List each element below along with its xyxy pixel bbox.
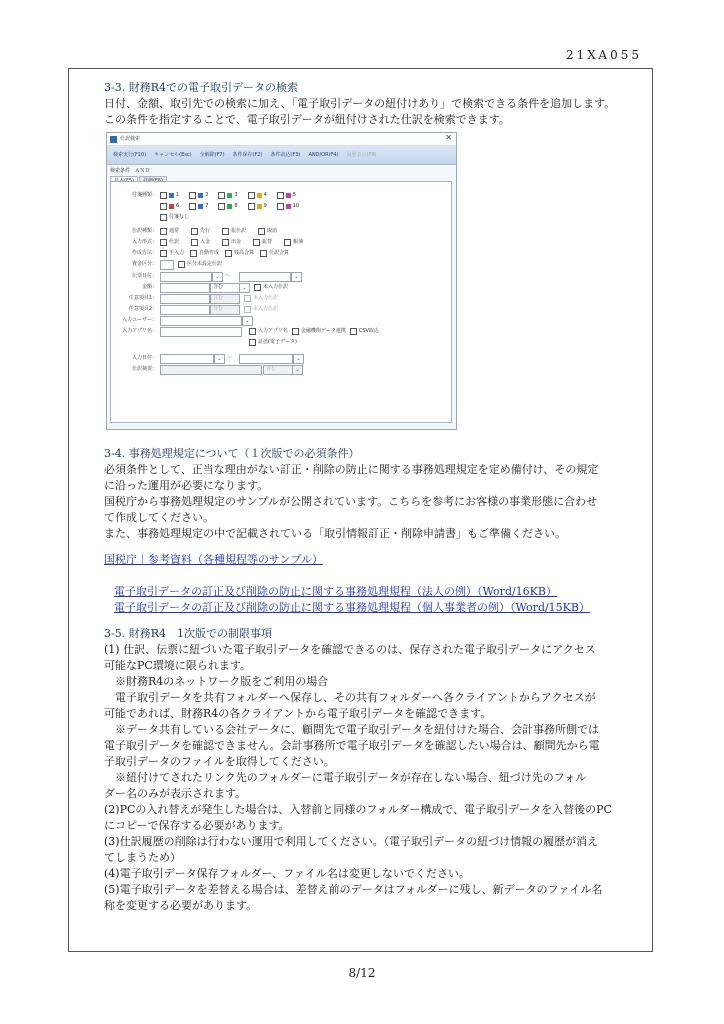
option-checkbox[interactable] xyxy=(258,228,265,235)
item1-empty-option xyxy=(241,295,278,302)
app-option-label: CSV取込 xyxy=(358,328,379,334)
summary-label: 仕訳摘要： xyxy=(131,366,157,372)
section-3-4-line: 国税庁から事務処理規定のサンプルが公開されています。こちらを参考にお客様の事業形態に合わせ xyxy=(104,495,598,508)
option-checkbox[interactable] xyxy=(191,228,198,235)
cancel-button[interactable]: キャンセル(Esc) xyxy=(154,151,192,158)
item2-match-select[interactable]: 含む xyxy=(210,305,240,315)
search-condition xyxy=(107,165,456,176)
section-3-4-heading: 3-4. 事務処理規定について（１次版での必須条件） xyxy=(104,447,360,460)
tag-number: 1 xyxy=(176,192,180,198)
create-method-label: 作成方法： xyxy=(131,250,157,256)
section-3-5-line: にコピーで保存する必要があります。 xyxy=(104,819,290,832)
tag-icon xyxy=(257,204,262,209)
nta-reference-link[interactable]: 国税庁｜参考資料（各種規程等のサンプル） xyxy=(104,553,324,566)
fund-class-input[interactable] xyxy=(160,260,174,270)
item2-empty-label: 未入力仕訳 xyxy=(253,306,279,312)
amount-label: 金額： xyxy=(141,284,157,290)
summary-match-dropdown[interactable]: ⌄ xyxy=(292,365,303,375)
item1-empty-checkbox[interactable] xyxy=(244,295,251,302)
section-3-5-line: 電子取引データを確認できません。会計事務所で電子取引データを確認したい場合は、顧問先から電 xyxy=(104,739,600,752)
document-id: 21XA055 xyxy=(566,48,642,62)
option-label: 帳簿 xyxy=(293,239,304,245)
journal-type-options xyxy=(157,228,277,235)
tag-row-1 xyxy=(157,192,296,199)
section-3-5-line: (3)仕訳履歴の削除は行わない運用で利用してください。（電子取引データの紐づけ情報の履歴が消え xyxy=(104,835,599,848)
tag-icon xyxy=(198,204,203,209)
option-label: 自動作成 xyxy=(199,250,220,256)
section-3-3-heading: 3-3. 財務R4での電子取引データの検索 xyxy=(104,81,298,94)
amount-empty-checkbox[interactable] xyxy=(254,284,261,291)
option-checkbox[interactable] xyxy=(225,250,232,257)
electronic-data-checkbox[interactable] xyxy=(249,339,256,346)
summary-match-select[interactable]: 含む xyxy=(263,365,293,375)
tag-icon xyxy=(286,204,291,209)
section-3-5-line: 称を変更する必要があります。 xyxy=(104,899,258,912)
app-icon xyxy=(110,136,117,143)
date-label: 伝票日付： xyxy=(131,273,157,279)
option-label: 取消 xyxy=(267,228,278,234)
input-date-from-dropdown[interactable]: ⌄ xyxy=(214,354,225,364)
section-3-5-line: 可能であれば、財務R4の各クライアントから電子取引データを確認できます。 xyxy=(104,707,492,720)
section-3-5-line: (1) 仕訳、伝票に紐づいた電子取引データを確認できるのは、保存された電子取引データにアクセス xyxy=(104,643,596,656)
app-option-checkbox[interactable] xyxy=(350,328,357,335)
input-app-options xyxy=(246,328,379,335)
tag-checkbox[interactable] xyxy=(248,203,255,210)
input-date-from[interactable] xyxy=(160,354,214,364)
tag-icon xyxy=(257,193,262,198)
tag-icon xyxy=(227,193,232,198)
input-date-to-dropdown[interactable]: ⌄ xyxy=(293,354,304,364)
section-3-5-line: ※紐付けてされたリンク先のフォルダーに電子取引データが存在しない場合、紐づけ先のフォル xyxy=(115,771,587,784)
search-dialog-screenshot xyxy=(106,132,457,430)
tag-number: 8 xyxy=(234,203,238,209)
tag-number: 2 xyxy=(205,192,209,198)
tag-icon xyxy=(286,193,291,198)
tag-number: 10 xyxy=(292,203,300,209)
fund-class-option-label: 区分未設定仕訳 xyxy=(187,261,223,267)
condition-label: 検索条件 xyxy=(110,168,131,174)
journal-type-label: 仕訳種類： xyxy=(131,228,157,234)
dialog-titlebar xyxy=(107,133,456,146)
amount-empty-option xyxy=(251,284,288,291)
tag-number: 9 xyxy=(263,203,267,209)
tag-none-row xyxy=(157,214,189,221)
input-date-to[interactable] xyxy=(239,354,293,364)
section-3-3-line: この条件を指定することで、電子取引データが紐付けされた仕訳を検索できます。 xyxy=(104,113,510,126)
input-app-label: 入力アプリ名： xyxy=(122,328,157,334)
option-checkbox[interactable] xyxy=(160,228,167,235)
option-checkbox[interactable] xyxy=(160,239,167,246)
tag-icon xyxy=(169,193,174,198)
option-label: 手入力 xyxy=(169,250,185,256)
section-3-4-line: に沿った運用が必要になります。 xyxy=(104,479,269,492)
app-option-label: 入力アプリ名 xyxy=(258,328,288,334)
summary-input[interactable] xyxy=(160,365,262,375)
item1-label: 任意項目1： xyxy=(128,295,157,301)
tag-checkbox[interactable] xyxy=(218,192,225,199)
tag-none-label: 付箋なし xyxy=(169,214,190,220)
input-form-options xyxy=(157,239,303,246)
tag-number: 7 xyxy=(205,203,209,209)
date-to-input[interactable] xyxy=(239,272,291,282)
section-3-5-line: ※財務R4のネットワーク版をご利用の場合 xyxy=(115,675,329,688)
app-option-checkbox[interactable] xyxy=(292,328,299,335)
input-user-input[interactable] xyxy=(160,316,242,326)
section-3-4-line: 必須条件として、正当な理由がない訂正・削除の防止に関する事務処理規定を定め備付け、その規定 xyxy=(104,463,599,476)
option-label: 振替 xyxy=(262,239,273,245)
option-label: 通常 xyxy=(169,228,180,234)
tag-number: 6 xyxy=(176,203,180,209)
tag-checkbox[interactable] xyxy=(277,192,284,199)
section-3-5-line: (5)電子取引データを差替える場合は、差替え前のデータはフォルダーに残し、新データのファイル名 xyxy=(104,883,603,896)
section-3-4-line: また、事務処理規定の中で記載されている「取引情報訂正・削除申請書」もご準備ください。 xyxy=(104,527,566,540)
date-from-dropdown[interactable]: ⌄ xyxy=(212,272,223,282)
item2-empty-option xyxy=(241,306,278,313)
clear-all-button[interactable]: 全解除(F7) xyxy=(199,151,225,158)
section-3-5-line: 可能なPC環境に限られます。 xyxy=(104,659,251,672)
date-from-input[interactable] xyxy=(160,272,212,282)
fund-class-option xyxy=(175,261,222,268)
option-label: 仕訳 xyxy=(169,239,180,245)
option-label: 入金 xyxy=(200,239,211,245)
section-3-5-heading: 3-5. 財務R4 1次版での制限事項 xyxy=(104,627,272,640)
section-3-5-line: (2)PCの入れ替えが発生した場合は、入替前と同様のフォルダー構成で、電子取引データを入替後のPC xyxy=(104,803,613,816)
corporate-regulation-link[interactable]: 電子取引データの訂正及び削除の防止に関する事務処理規程（法人の例）（Word/16KB） xyxy=(114,585,557,598)
dialog-toolbar xyxy=(107,146,456,165)
section-3-5-line: 子取引データのファイルを取得してください。 xyxy=(104,755,335,768)
option-label: 仕訳合算 xyxy=(269,250,290,256)
create-method-options xyxy=(157,250,289,257)
section-3-5-line: (4)電子取引データ保存フォルダー、ファイル名は変更しないでください。 xyxy=(104,867,470,880)
amount-empty-label: 未入力仕訳 xyxy=(263,284,289,290)
item1-match-select[interactable]: 含む xyxy=(210,294,240,304)
input-date-tilde: ～ xyxy=(227,355,233,361)
app-option-label: 金融機関データ連携 xyxy=(300,328,346,334)
tag-type-label: 付箋種類： xyxy=(131,192,157,198)
option-checkbox[interactable] xyxy=(222,228,229,235)
tag-number: 5 xyxy=(292,192,296,198)
individual-regulation-link[interactable]: 電子取引データの訂正及び削除の防止に関する事務処理規程（個人事業者の例）（Word/15KB） xyxy=(114,601,590,614)
option-checkbox[interactable] xyxy=(222,239,229,246)
basic-panel xyxy=(110,181,452,423)
input-date-label: 入力日付： xyxy=(131,355,157,361)
date-tilde: ～ xyxy=(225,273,231,279)
tag-none-checkbox[interactable] xyxy=(160,214,167,221)
tag-icon xyxy=(227,204,232,209)
option-checkbox[interactable] xyxy=(253,239,260,246)
electronic-data-label: 証憑(電子データ) xyxy=(258,339,297,345)
tag-checkbox[interactable] xyxy=(189,203,196,210)
input-app-input[interactable] xyxy=(160,327,242,337)
option-checkbox[interactable] xyxy=(260,250,267,257)
electronic-data-option xyxy=(246,339,297,346)
page-number: 8/12 xyxy=(348,966,376,980)
section-3-5-line: ダー名のみが表示されます。 xyxy=(104,787,247,800)
option-label: 先行 xyxy=(200,228,211,234)
input-form-label: 入力形式： xyxy=(131,239,157,245)
input-user-dropdown[interactable]: ⌄ xyxy=(242,316,253,326)
option-label: 振仕訳 xyxy=(231,228,247,234)
option-label: 残高合算 xyxy=(234,250,255,256)
option-checkbox[interactable] xyxy=(191,239,198,246)
amount-match-select[interactable]: 含む xyxy=(210,283,240,293)
tag-checkbox[interactable] xyxy=(160,192,167,199)
item2-input[interactable] xyxy=(160,305,210,315)
amount-match-dropdown[interactable]: ⌄ xyxy=(239,283,250,293)
tag-row-2 xyxy=(157,203,299,210)
item1-input[interactable] xyxy=(160,294,210,304)
date-to-dropdown[interactable]: ⌄ xyxy=(291,272,302,282)
option-checkbox[interactable] xyxy=(190,250,197,257)
search-run-button[interactable]: 検索実行(F10) xyxy=(113,151,147,158)
tag-icon xyxy=(169,204,174,209)
tag-number: 3 xyxy=(234,192,238,198)
close-icon[interactable]: ✕ xyxy=(445,133,452,142)
section-3-5-line: てしまうため） xyxy=(104,851,181,864)
and-or-button[interactable]: AND/OR(F4) xyxy=(308,151,339,158)
section-3-5-line: 電子取引データを共有フォルダーへ保存し、その共有フォルダーへ各クライアントからアクセスが xyxy=(115,691,596,704)
tag-number: 4 xyxy=(263,192,267,198)
history-button[interactable]: 履歴表示(F8) xyxy=(346,151,377,158)
tag-checkbox[interactable] xyxy=(248,192,255,199)
tag-checkbox[interactable] xyxy=(160,203,167,210)
item2-empty-checkbox[interactable] xyxy=(244,306,251,313)
app-option-checkbox[interactable] xyxy=(249,328,256,335)
item2-label: 任意項目2： xyxy=(128,306,157,312)
option-label: 出金 xyxy=(231,239,242,245)
save-condition-button[interactable]: 条件保存(F2) xyxy=(232,151,263,158)
section-3-4-line: て作成してください。 xyxy=(104,511,214,524)
amount-input[interactable] xyxy=(160,283,210,293)
option-checkbox[interactable] xyxy=(160,250,167,257)
option-checkbox[interactable] xyxy=(284,239,291,246)
condition-value: ＡＮＤ xyxy=(134,168,150,174)
section-3-3-line: 日付、金額、取引先での検索に加え、「電子取引データの紐付けあり」で検索できる条件を追加します。 xyxy=(104,97,616,110)
tag-checkbox[interactable] xyxy=(189,192,196,199)
tag-checkbox[interactable] xyxy=(277,203,284,210)
tag-icon xyxy=(198,193,203,198)
item1-empty-label: 未入力仕訳 xyxy=(253,295,279,301)
page-content xyxy=(104,80,634,914)
dialog-title: 仕訳検索 xyxy=(120,135,141,142)
fund-class-checkbox[interactable] xyxy=(178,261,185,268)
fund-class-label: 資金区分： xyxy=(131,261,157,267)
tag-checkbox[interactable] xyxy=(218,203,225,210)
load-condition-button[interactable]: 条件読込(F3) xyxy=(270,151,301,158)
input-user-label: 入力ユーザー： xyxy=(121,317,157,323)
section-3-5-line: ※データ共有している会社データに、顧問先で電子取引データを紐付けた場合、会計事務所側では xyxy=(115,723,599,736)
